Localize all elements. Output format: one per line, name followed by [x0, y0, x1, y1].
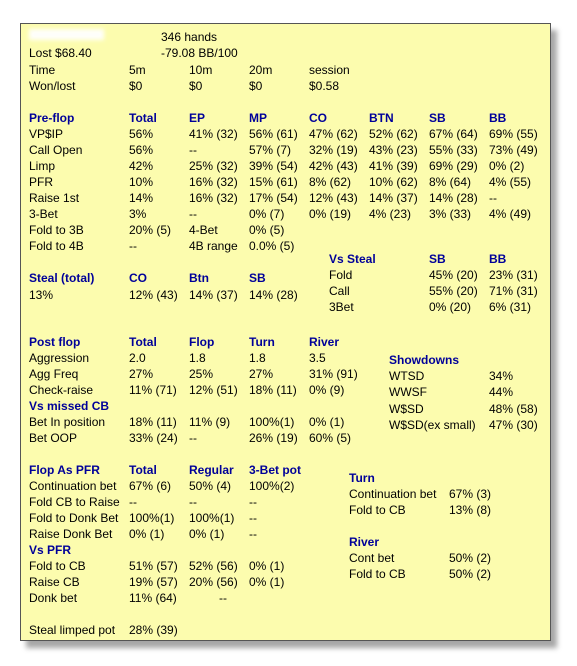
preflop-header: Pre-flop	[29, 111, 75, 125]
steal-col-btn: Btn	[189, 271, 209, 285]
preflop-row-label: Call Open	[29, 143, 83, 157]
wonlost-10m: $0	[189, 79, 203, 93]
preflop-col-ep: EP	[189, 111, 206, 125]
vs-steal-header: Vs Steal	[329, 252, 376, 266]
vs-missed-cb-header: Vs missed CB	[29, 399, 110, 413]
flop-pfr-cell: 100%(1)	[189, 511, 235, 525]
preflop-cell: 39% (54)	[249, 159, 298, 173]
preflop-cell: --	[189, 207, 197, 221]
flop-pfr-row-label: Raise Donk Bet	[29, 527, 113, 541]
postflop-cell: 27%	[249, 367, 274, 381]
steal-co-value: 12% (43)	[129, 288, 178, 302]
preflop-cell: 32% (19)	[309, 143, 358, 157]
vs-pfr-row-label: Raise CB	[29, 575, 80, 589]
postflop-row-label: Check-raise	[29, 383, 94, 397]
turn-row-value: 67% (3)	[449, 487, 492, 501]
postflop-col-total: Total	[129, 335, 157, 349]
preflop-cell: 16% (32)	[189, 175, 238, 189]
preflop-cell: 0% (19)	[309, 207, 352, 221]
flop-pfr-col-total: Total	[129, 463, 157, 477]
four-bet-label: 4-Bet	[189, 223, 218, 237]
preflop-cell: 57% (7)	[249, 143, 292, 157]
preflop-cell: --	[189, 143, 197, 157]
preflop-cell: 10% (62)	[369, 175, 418, 189]
postflop-header: Post flop	[29, 335, 81, 349]
showdowns-header: Showdowns	[389, 353, 459, 367]
missed-cb-row-label: Bet In position	[29, 415, 106, 429]
vs-steal-row-label: Call	[329, 284, 350, 298]
showdown-label: W$SD(ex small)	[389, 418, 476, 432]
missed-cb-cell: 100%(1)	[249, 415, 295, 429]
postflop-cell: 1.8	[249, 351, 266, 365]
vs-pfr-header: Vs PFR	[29, 543, 72, 557]
flop-pfr-cell: --	[249, 527, 257, 541]
flop-pfr-cell: 50% (4)	[189, 479, 232, 493]
postflop-cell: 18% (11)	[249, 383, 297, 397]
flop-pfr-col-regular: Regular	[189, 463, 234, 477]
time-session: session	[309, 63, 350, 77]
missed-cb-cell: 26% (19)	[249, 431, 298, 445]
vs-steal-cell: 23% (31)	[489, 268, 538, 282]
preflop-cell: 52% (62)	[369, 127, 418, 141]
steal-total-value: 13%	[29, 288, 54, 302]
preflop-cell: 41% (39)	[369, 159, 418, 173]
wonlost-5m: $0	[129, 79, 143, 93]
steal-limped-label: Steal limped pot	[29, 623, 116, 637]
missed-cb-cell: 60% (5)	[309, 431, 352, 445]
preflop-cell: 4% (23)	[369, 207, 412, 221]
preflop-row-label: Raise 1st	[29, 191, 80, 205]
preflop-cell: --	[489, 191, 497, 205]
preflop-cell: 8% (62)	[309, 175, 352, 189]
four-bet-range-value: 0.0% (5)	[249, 239, 295, 253]
fold-4b-label: Fold to 4B	[29, 239, 84, 253]
showdown-value: 47% (30)	[489, 418, 538, 432]
postflop-cell: 2.0	[129, 351, 146, 365]
missed-cb-cell: 33% (24)	[129, 431, 178, 445]
preflop-cell: 69% (29)	[429, 159, 478, 173]
vs-steal-cell: 0% (20)	[429, 300, 472, 314]
vs-steal-row-label: 3Bet	[329, 300, 354, 314]
turn-row-label: Continuation bet	[349, 487, 437, 501]
preflop-cell: 42%	[129, 159, 154, 173]
flop-pfr-cell: --	[189, 495, 197, 509]
postflop-cell: 0% (9)	[309, 383, 345, 397]
preflop-row-label: VP$IP	[29, 127, 64, 141]
preflop-cell: 56%	[129, 143, 154, 157]
preflop-col-total: Total	[129, 111, 157, 125]
preflop-col-mp: MP	[249, 111, 267, 125]
lost-amount: Lost $68.40	[29, 46, 92, 60]
preflop-col-sb: SB	[429, 111, 446, 125]
postflop-cell: 31% (91)	[309, 367, 358, 381]
steal-col-sb: SB	[249, 271, 266, 285]
wonlost-session: $0.58	[309, 79, 340, 93]
river-row-label: Cont bet	[349, 551, 395, 565]
time-5m: 5m	[129, 63, 146, 77]
showdown-label: WWSF	[389, 385, 427, 399]
vs-steal-row-label: Fold	[329, 268, 353, 282]
missed-cb-row-label: Bet OOP	[29, 431, 78, 445]
flop-pfr-cell: 0% (1)	[129, 527, 165, 541]
missed-cb-cell: 18% (11)	[129, 415, 177, 429]
turn-header: Turn	[349, 471, 375, 485]
flop-pfr-cell: 100%(1)	[129, 511, 175, 525]
vs-pfr-cell: 0% (1)	[249, 575, 285, 589]
preflop-cell: 42% (43)	[309, 159, 358, 173]
flop-pfr-cell: 0% (1)	[189, 527, 225, 541]
river-row-label: Fold to CB	[349, 567, 406, 581]
time-20m: 20m	[249, 63, 273, 77]
flop-pfr-cell: 67% (6)	[129, 479, 172, 493]
preflop-cell: 8% (64)	[429, 175, 472, 189]
preflop-cell: 56%	[129, 127, 154, 141]
missed-cb-cell: 11% (9)	[189, 415, 231, 429]
bb-per-100: -79.08 BB/100	[161, 46, 238, 60]
preflop-cell: 56% (61)	[249, 127, 298, 141]
vs-steal-cell: 6% (31)	[489, 300, 532, 314]
postflop-cell: 25%	[189, 367, 214, 381]
showdown-value: 48% (58)	[489, 402, 538, 416]
preflop-cell: 15% (61)	[249, 175, 298, 189]
time-label: Time	[29, 63, 56, 77]
postflop-cell: 12% (51)	[189, 383, 238, 397]
hands-count: 346 hands	[161, 30, 218, 44]
fold-3b-label: Fold to 3B	[29, 223, 84, 237]
flop-pfr-header: Flop As PFR	[29, 463, 100, 477]
preflop-cell: 3% (33)	[429, 207, 472, 221]
steal-total-header: Steal (total)	[29, 271, 95, 285]
preflop-cell: 4% (49)	[489, 207, 532, 221]
turn-row-label: Fold to CB	[349, 503, 406, 517]
flop-pfr-cell: --	[249, 511, 257, 525]
preflop-row-label: PFR	[29, 175, 53, 189]
fold-3b-total: 20% (5)	[129, 223, 172, 237]
preflop-col-co: CO	[309, 111, 327, 125]
steal-btn-value: 14% (37)	[189, 288, 238, 302]
preflop-cell: 73% (49)	[489, 143, 538, 157]
wonlost-20m: $0	[249, 79, 263, 93]
turn-row-value: 13% (8)	[449, 503, 492, 517]
flop-pfr-row-label: Continuation bet	[29, 479, 117, 493]
steal-col-co: CO	[129, 271, 147, 285]
vs-pfr-cell: 19% (57)	[129, 575, 178, 589]
preflop-cell: 67% (64)	[429, 127, 478, 141]
preflop-row-label: Limp	[29, 159, 56, 173]
flop-pfr-col-3bet: 3-Bet pot	[249, 463, 301, 477]
stats-hud-panel	[20, 23, 551, 641]
preflop-cell: 0% (2)	[489, 159, 525, 173]
preflop-cell: 41% (32)	[189, 127, 238, 141]
time-10m: 10m	[189, 63, 213, 77]
preflop-cell: 25% (32)	[189, 159, 238, 173]
vs-pfr-row-label: Donk bet	[29, 591, 78, 605]
river-row-value: 50% (2)	[449, 551, 492, 565]
preflop-cell: 43% (23)	[369, 143, 418, 157]
postflop-cell: 3.5	[309, 351, 326, 365]
vs-pfr-row-label: Fold to CB	[29, 559, 86, 573]
flop-pfr-row-label: Fold CB to Raise	[29, 495, 120, 509]
fold-4b-total: --	[129, 239, 137, 253]
flop-pfr-cell: 100%(2)	[249, 479, 295, 493]
vs-pfr-cell: 52% (56)	[189, 559, 238, 573]
postflop-row-label: Aggression	[29, 351, 90, 365]
redacted-player-name	[29, 29, 104, 40]
showdown-value: 44%	[489, 385, 514, 399]
steal-limped-value: 28% (39)	[129, 623, 178, 637]
river-header: River	[349, 535, 380, 549]
postflop-cell: 11% (71)	[129, 383, 177, 397]
postflop-col-flop: Flop	[189, 335, 215, 349]
flop-pfr-row-label: Fold to Donk Bet	[29, 511, 119, 525]
preflop-cell: 12% (43)	[309, 191, 358, 205]
preflop-cell: 55% (33)	[429, 143, 478, 157]
showdown-label: WTSD	[389, 369, 425, 383]
vs-pfr-cell: --	[219, 591, 227, 605]
postflop-row-label: Agg Freq	[29, 367, 79, 381]
vs-steal-cell: 45% (20)	[429, 268, 478, 282]
vs-steal-col-bb: BB	[489, 252, 507, 266]
preflop-cell: 4% (55)	[489, 175, 532, 189]
preflop-col-bb: BB	[489, 111, 507, 125]
preflop-cell: 47% (62)	[309, 127, 358, 141]
preflop-row-label: 3-Bet	[29, 207, 58, 221]
showdown-label: W$SD	[389, 402, 424, 416]
missed-cb-cell: 0% (1)	[309, 415, 345, 429]
four-bet-range-label: 4B range	[189, 239, 238, 253]
preflop-cell: 3%	[129, 207, 147, 221]
preflop-col-btn: BTN	[369, 111, 394, 125]
four-bet-value: 0% (5)	[249, 223, 285, 237]
steal-sb-value: 14% (28)	[249, 288, 298, 302]
preflop-cell: 10%	[129, 175, 154, 189]
preflop-cell: 14%	[129, 191, 154, 205]
vs-pfr-cell: 20% (56)	[189, 575, 238, 589]
vs-pfr-cell: 51% (57)	[129, 559, 178, 573]
showdown-value: 34%	[489, 369, 514, 383]
postflop-col-turn: Turn	[249, 335, 275, 349]
wonlost-label: Won/lost	[29, 79, 76, 93]
flop-pfr-cell: --	[129, 495, 137, 509]
flop-pfr-cell: --	[249, 495, 257, 509]
preflop-cell: 14% (37)	[369, 191, 418, 205]
postflop-cell: 27%	[129, 367, 154, 381]
preflop-cell: 14% (28)	[429, 191, 478, 205]
preflop-cell: 16% (32)	[189, 191, 238, 205]
missed-cb-cell: --	[189, 431, 197, 445]
postflop-col-river: River	[309, 335, 340, 349]
preflop-cell: 0% (7)	[249, 207, 285, 221]
vs-steal-col-sb: SB	[429, 252, 446, 266]
vs-steal-cell: 55% (20)	[429, 284, 478, 298]
preflop-cell: 17% (54)	[249, 191, 298, 205]
preflop-cell: 69% (55)	[489, 127, 538, 141]
vs-pfr-cell: 11% (64)	[129, 591, 177, 605]
river-row-value: 50% (2)	[449, 567, 492, 581]
vs-steal-cell: 71% (31)	[489, 284, 538, 298]
vs-pfr-cell: 0% (1)	[249, 559, 285, 573]
postflop-cell: 1.8	[189, 351, 206, 365]
